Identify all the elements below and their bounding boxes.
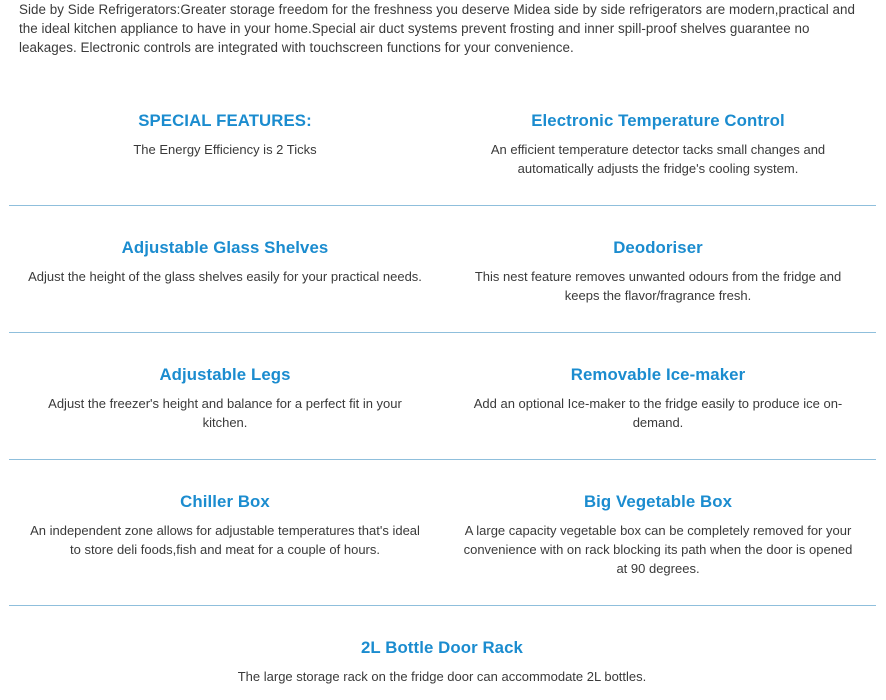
- feature-electronic-temperature-control: [460, 111, 856, 178]
- feature-2l-bottle-door-rack: [210, 638, 674, 686]
- feature-title: Chiller Box: [180, 492, 270, 511]
- feature-description: An independent zone allows for adjustable temperatures that's ideal to store deli foods,fish and meat for a couple of hours.: [30, 523, 420, 557]
- feature-title: Adjustable Legs: [159, 365, 291, 384]
- feature-special-features: [27, 111, 423, 159]
- row-divider: [9, 459, 876, 460]
- feature-big-vegetable-box: [460, 492, 856, 578]
- feature-description: The large storage rack on the fridge door can accommodate 2L bottles.: [237, 669, 647, 684]
- feature-removable-ice-maker: [460, 365, 856, 432]
- feature-title: Removable Ice-maker: [570, 365, 746, 384]
- feature-adjustable-legs: [27, 365, 423, 432]
- feature-title: SPECIAL FEATURES:: [138, 111, 312, 130]
- row-divider: [9, 205, 876, 206]
- feature-description: A large capacity vegetable box can be completely removed for your convenience with on rack blocking its path when the door is opened at 90 degrees.: [463, 523, 853, 576]
- intro-paragraph: Side by Side Refrigerators:Greater storage freedom for the freshness you deserve Midea side by side refrigerators are modern,practical and the ideal kitchen appliance to have in your home.Special air duct systems prevent frosting and inner spill-proof shelves guarantee no leakages. Electronic controls are integrated with touchscreen functions for your convenience.: [19, 2, 856, 55]
- feature-title: Deodoriser: [613, 238, 703, 257]
- feature-deodoriser: [460, 238, 856, 305]
- feature-title: Big Vegetable Box: [583, 492, 733, 511]
- feature-chiller-box: [27, 492, 423, 559]
- feature-description: The Energy Efficiency is 2 Ticks: [133, 142, 317, 157]
- feature-adjustable-glass-shelves: [27, 238, 423, 286]
- feature-title: Adjustable Glass Shelves: [121, 238, 329, 257]
- row-divider: [9, 605, 876, 606]
- feature-description: Adjust the height of the glass shelves easily for your practical needs.: [28, 269, 422, 284]
- feature-title: 2L Bottle Door Rack: [361, 638, 523, 657]
- feature-description: An efficient temperature detector tacks small changes and automatically adjusts the fridge's cooling system.: [490, 142, 826, 176]
- row-divider: [9, 332, 876, 333]
- feature-description: Adjust the freezer's height and balance for a perfect fit in your kitchen.: [48, 396, 402, 430]
- feature-title: Electronic Temperature Control: [531, 111, 785, 130]
- feature-description: Add an optional Ice-maker to the fridge easily to produce ice on-demand.: [473, 396, 843, 430]
- feature-description: This nest feature removes unwanted odours from the fridge and keeps the flavor/fragrance fresh.: [474, 269, 842, 303]
